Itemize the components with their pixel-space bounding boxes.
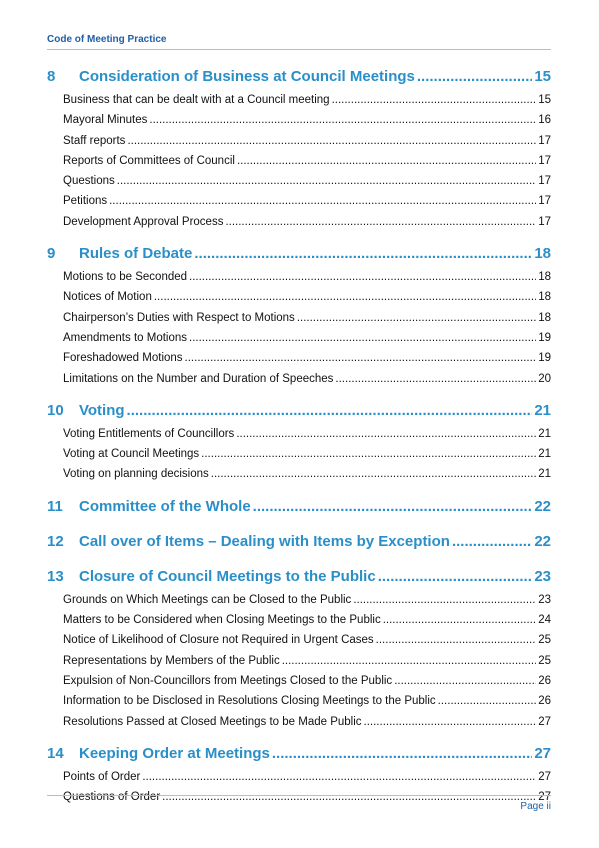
toc-entry-link[interactable] bbox=[47, 695, 551, 715]
dot-leader bbox=[376, 634, 537, 646]
toc-section bbox=[47, 245, 551, 393]
toc-entry-link[interactable] bbox=[47, 332, 551, 352]
toc-entry-link[interactable] bbox=[47, 175, 551, 195]
dot-leader bbox=[127, 135, 536, 147]
section-page: 23 bbox=[534, 567, 551, 585]
entry-title: Information to be Disclosed in Resolutions Closing Meetings to the Public bbox=[63, 695, 436, 708]
section-number: 12 bbox=[47, 532, 64, 550]
dot-leader bbox=[353, 594, 536, 606]
section-number: 9 bbox=[47, 245, 56, 263]
entry-title: Business that can be dealt with at a Council meeting bbox=[63, 94, 330, 106]
dot-leader bbox=[201, 448, 536, 460]
entry-title: Points of Order bbox=[63, 770, 141, 783]
dot-leader bbox=[189, 332, 536, 344]
dot-leader bbox=[332, 94, 537, 106]
entry-page: 20 bbox=[538, 372, 551, 385]
toc-section bbox=[47, 402, 551, 489]
dot-leader bbox=[272, 745, 532, 762]
entry-title: Foreshadowed Motions bbox=[63, 352, 183, 365]
entry-page: 18 bbox=[538, 291, 551, 304]
toc-heading-link[interactable] bbox=[47, 498, 551, 524]
section-page: 22 bbox=[534, 497, 551, 515]
section-page: 27 bbox=[534, 744, 551, 762]
toc-heading-link[interactable] bbox=[47, 402, 551, 428]
toc-entry-link[interactable] bbox=[47, 655, 551, 675]
entry-page: 17 bbox=[538, 215, 551, 228]
entry-title: Resolutions Passed at Closed Meetings to be Made Public bbox=[63, 715, 362, 728]
entry-page: 17 bbox=[538, 175, 551, 188]
dot-leader bbox=[189, 271, 536, 283]
toc-entry-link[interactable] bbox=[47, 352, 551, 372]
entry-page: 17 bbox=[538, 195, 551, 208]
entry-page: 27 bbox=[538, 770, 551, 783]
entry-page: 18 bbox=[538, 271, 551, 284]
section-number: 10 bbox=[47, 401, 64, 419]
entry-title: Amendments to Motions bbox=[63, 331, 188, 344]
entry-title: Notices of Motion bbox=[63, 291, 152, 304]
dot-leader bbox=[364, 716, 537, 728]
toc-entry-link[interactable] bbox=[47, 448, 551, 468]
entry-title: Motions to be Seconded bbox=[63, 271, 188, 284]
entry-page: 21 bbox=[538, 448, 551, 461]
header-rule bbox=[47, 49, 551, 50]
toc-entry-link[interactable] bbox=[47, 428, 551, 448]
dot-leader bbox=[236, 428, 536, 440]
entry-page: 18 bbox=[538, 311, 551, 324]
entry-title: Grounds on Which Meetings can be Closed to the Public bbox=[63, 593, 352, 606]
entry-title: Development Approval Process bbox=[63, 215, 224, 228]
section-title: Call over of Items – Dealing with Items by Exception bbox=[79, 532, 450, 550]
dot-leader bbox=[185, 352, 537, 364]
table-of-contents bbox=[47, 68, 551, 820]
entry-title: Voting Entitlements of Councillors bbox=[63, 427, 235, 440]
dot-leader bbox=[225, 216, 536, 228]
entry-page: 21 bbox=[538, 427, 551, 440]
entry-page: 27 bbox=[538, 791, 551, 804]
toc-section bbox=[47, 533, 551, 559]
dot-leader bbox=[297, 312, 536, 324]
dot-leader bbox=[452, 533, 532, 550]
entry-title: Matters to be Considered when Closing Meetings to the Public bbox=[63, 614, 381, 627]
entry-title: Notice of Likelihood of Closure not Required in Urgent Cases bbox=[63, 634, 374, 647]
section-page: 15 bbox=[534, 68, 551, 85]
toc-entry-link[interactable] bbox=[47, 716, 551, 736]
toc-section bbox=[47, 745, 551, 812]
dot-leader bbox=[194, 245, 532, 262]
section-number: 14 bbox=[47, 744, 64, 762]
toc-entry-link[interactable] bbox=[47, 614, 551, 634]
toc-heading-link[interactable] bbox=[47, 745, 551, 771]
entry-page: 26 bbox=[538, 674, 551, 687]
dot-leader bbox=[162, 791, 536, 803]
entry-page: 15 bbox=[538, 94, 551, 106]
toc-heading-link[interactable] bbox=[47, 568, 551, 594]
toc-entry-link[interactable] bbox=[47, 114, 551, 134]
entry-title: Limitations on the Number and Duration of Speeches bbox=[63, 372, 334, 385]
entry-title: Questions of Order bbox=[63, 791, 161, 804]
section-title: Keeping Order at Meetings bbox=[79, 744, 270, 762]
toc-entry-link[interactable] bbox=[47, 771, 551, 791]
dot-leader bbox=[211, 468, 536, 480]
toc-entry-link[interactable] bbox=[47, 675, 551, 695]
dot-leader bbox=[142, 771, 536, 783]
dot-leader bbox=[378, 568, 533, 585]
toc-section bbox=[47, 68, 551, 236]
entry-page: 23 bbox=[538, 593, 551, 606]
dot-leader bbox=[237, 155, 536, 167]
dot-leader bbox=[127, 402, 533, 419]
toc-heading-link[interactable] bbox=[47, 68, 551, 94]
page-number: Page ii bbox=[520, 801, 551, 812]
dot-leader bbox=[394, 675, 536, 687]
entry-page: 17 bbox=[538, 134, 551, 147]
entry-title: Mayoral Minutes bbox=[63, 114, 148, 127]
entry-page: 25 bbox=[538, 654, 551, 667]
entry-title: Voting at Council Meetings bbox=[63, 448, 200, 461]
section-page: 22 bbox=[534, 532, 551, 550]
toc-entry-link[interactable] bbox=[47, 94, 551, 114]
entry-page: 27 bbox=[538, 715, 551, 728]
dot-leader bbox=[383, 614, 537, 626]
toc-entry-link[interactable] bbox=[47, 594, 551, 614]
entry-title: Representations by Members of the Public bbox=[63, 654, 280, 667]
entry-title: Expulsion of Non-Councillors from Meetings Closed to the Public bbox=[63, 674, 393, 687]
dot-leader bbox=[438, 695, 537, 707]
toc-entry-link[interactable] bbox=[47, 216, 551, 236]
section-title: Rules of Debate bbox=[79, 245, 193, 263]
entry-page: 19 bbox=[538, 352, 551, 365]
section-number: 8 bbox=[47, 68, 56, 85]
entry-page: 25 bbox=[538, 634, 551, 647]
toc-entry-link[interactable] bbox=[47, 195, 551, 215]
entry-page: 16 bbox=[538, 114, 551, 127]
entry-title: Voting on planning decisions bbox=[63, 468, 209, 481]
toc-entry-link[interactable] bbox=[47, 291, 551, 311]
entry-page: 26 bbox=[538, 695, 551, 708]
entry-page: 19 bbox=[538, 331, 551, 344]
dot-leader bbox=[109, 195, 536, 207]
dot-leader bbox=[282, 655, 537, 667]
toc-entry-link[interactable] bbox=[47, 634, 551, 654]
section-page: 18 bbox=[534, 245, 551, 263]
entry-title: Staff reports bbox=[63, 134, 126, 147]
dot-leader bbox=[154, 291, 536, 303]
entry-title: Questions bbox=[63, 175, 115, 188]
section-title: Consideration of Business at Council Meetings bbox=[79, 68, 415, 85]
dot-leader bbox=[253, 498, 533, 515]
section-number: 11 bbox=[47, 497, 63, 515]
entry-page: 24 bbox=[538, 614, 551, 627]
section-number: 13 bbox=[47, 567, 64, 585]
dot-leader bbox=[335, 373, 536, 385]
toc-heading-link[interactable] bbox=[47, 245, 551, 271]
toc-entry-link[interactable] bbox=[47, 135, 551, 155]
toc-entry-link[interactable] bbox=[47, 155, 551, 175]
entry-title: Chairperson’s Duties with Respect to Motions bbox=[63, 311, 295, 324]
toc-entry-link[interactable] bbox=[47, 373, 551, 393]
section-title: Voting bbox=[79, 401, 125, 419]
dot-leader bbox=[117, 175, 536, 187]
section-title: Closure of Council Meetings to the Public bbox=[79, 567, 376, 585]
toc-heading-link[interactable] bbox=[47, 533, 551, 559]
toc-entry-link[interactable] bbox=[47, 468, 551, 488]
section-page: 21 bbox=[534, 401, 551, 419]
entry-title: Reports of Committees of Council bbox=[63, 154, 235, 167]
dot-leader bbox=[149, 114, 536, 126]
toc-section bbox=[47, 498, 551, 524]
toc-entry-link[interactable] bbox=[47, 271, 551, 291]
entry-page: 21 bbox=[538, 468, 551, 481]
footer-rule bbox=[47, 795, 551, 796]
entry-title: Petitions bbox=[63, 195, 108, 208]
toc-section bbox=[47, 568, 551, 736]
dot-leader bbox=[417, 68, 532, 85]
entry-page: 17 bbox=[538, 154, 551, 167]
section-title: Committee of the Whole bbox=[79, 497, 251, 515]
toc-entry-link[interactable] bbox=[47, 312, 551, 332]
running-header: Code of Meeting Practice bbox=[47, 34, 167, 45]
